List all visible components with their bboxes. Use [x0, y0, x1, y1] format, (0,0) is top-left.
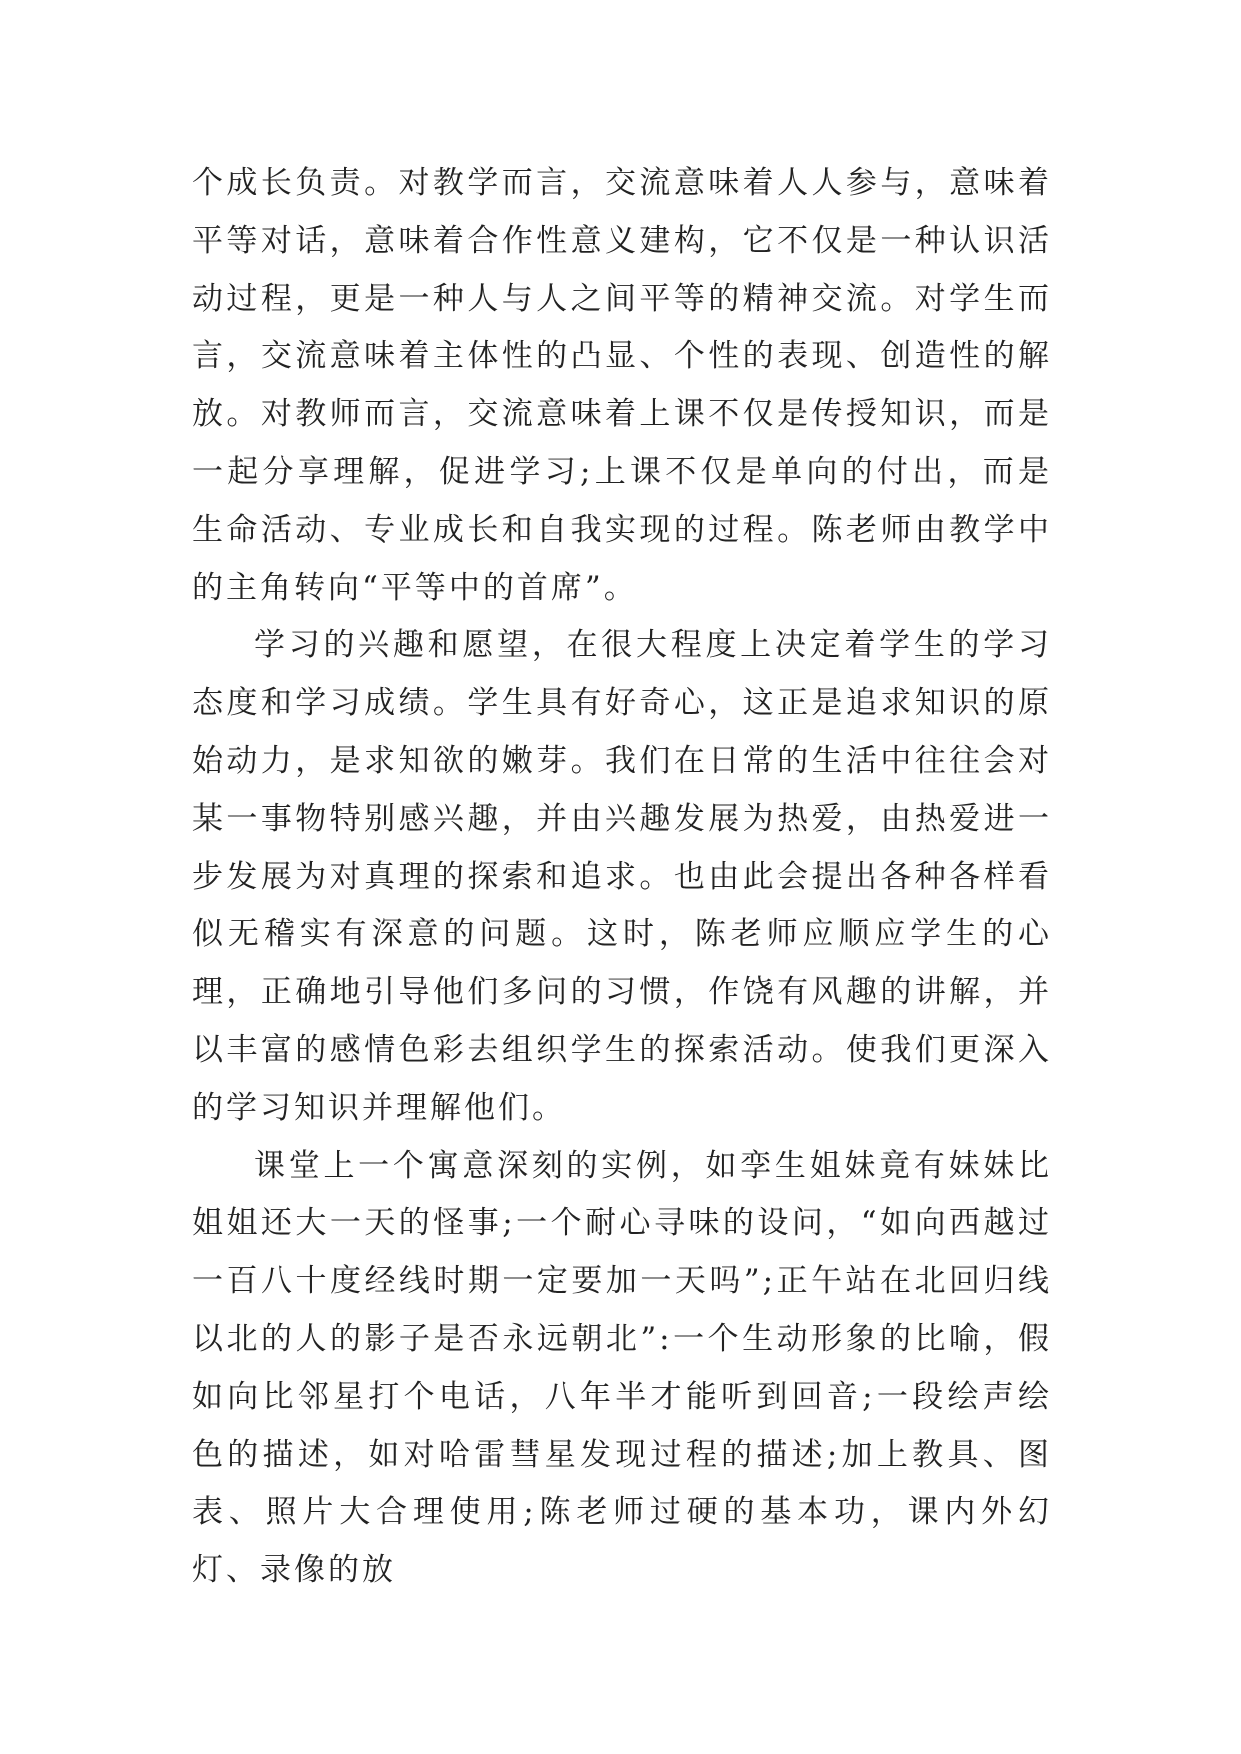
paragraph-interest: 学习的兴趣和愿望，在很大程度上决定着学生的学习态度和学习成绩。学生具有好奇心，这正是追求知识的原始动力，是求知欲的嫩芽。我们在日常的生活中往往会对某一事物特别感兴趣，并由兴趣发展为热爱，由热爱进一步发展为对真理的探索和追求。也由此会提出各种各样看似无稽实有深意的问题。这时，陈老师应顺应学生的心理，正确地引导他们多问的习惯，作饶有风趣的讲解，并以丰富的感情色彩去组织学生的探索活动。使我们更深入的学习知识并理解他们。 — [192, 627, 1052, 1126]
paragraph-continuation: 个成长负责。对教学而言，交流意味着人人参与，意味着平等对话，意味着合作性意义建构，它不仅是一种认识活动过程，更是一种人与人之间平等的精神交流。对学生而言，交流意味着主体性的凸显、个性的表现、创造性的解放。对教师而言，交流意味着上课不仅是传授知识，而是一起分享理解，促进学习;上课不仅是单向的付出，而是生命活动、专业成长和自我实现的过程。陈老师由教学中的主角转向“平等中的首席”。 — [192, 165, 1052, 606]
paragraph-examples: 课堂上一个寓意深刻的实例，如孪生姐妹竟有妹妹比姐姐还大一天的怪事;一个耐心寻味的设问，“如向西越过一百八十度经线时期一定要加一天吗”;正午站在北回归线以北的人的影子是否永远朝北”:一个生动形象的比喻，假如向比邻星打个电话，八年半才能听到回音;一段绘声绘色的描述，如对哈雷彗星发现过程的描述;加上教具、图表、照片大合理使用;陈老师过硬的基本功，课内外幻灯、录像的放 — [192, 1147, 1052, 1589]
document-body — [192, 155, 1052, 1600]
